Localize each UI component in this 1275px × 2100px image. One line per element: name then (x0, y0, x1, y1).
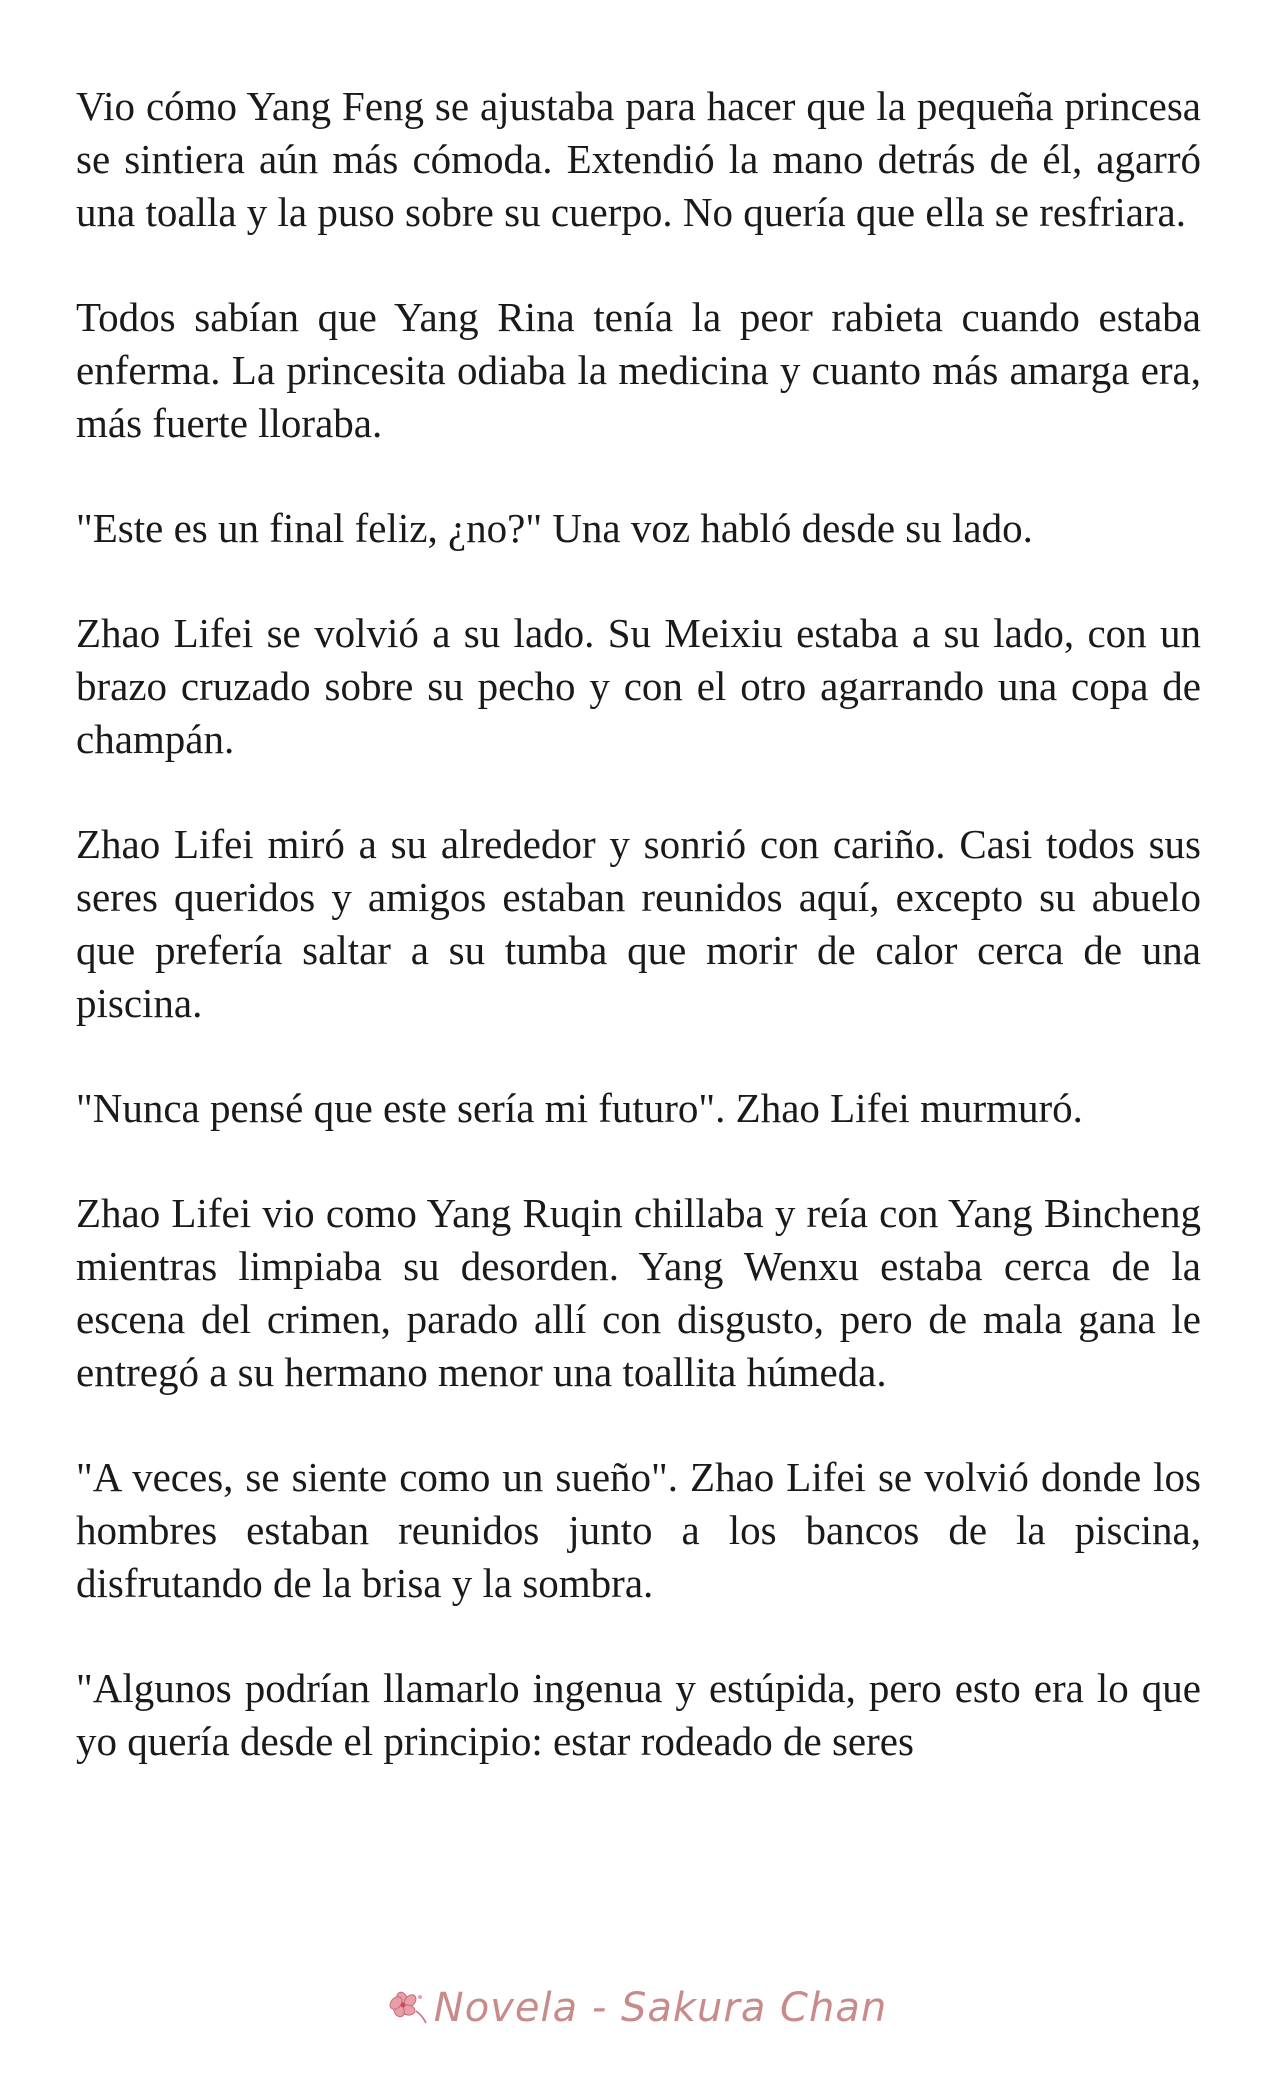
watermark-text: Novela - Sakura Chan (433, 1985, 888, 2031)
paragraph-4: Zhao Lifei se volvió a su lado. Su Meixiu estaba a su lado, con un brazo cruzado sobre su pecho y con el otro agarrando una copa de champán. (76, 610, 1201, 762)
paragraph-5: Zhao Lifei miró a su alrededor y sonrió con cariño. Casi todos sus seres queridos y amigos estaban reunidos aquí, excepto su abuelo que prefería saltar a su tumba que morir de calor cerca de una piscina. (76, 821, 1201, 1026)
paragraph-2: Todos sabían que Yang Rina tenía la peor rabieta cuando estaba enferma. La princesita odiaba la medicina y cuanto más amarga era, más fuerte lloraba. (76, 294, 1201, 446)
paragraph-1: Vio cómo Yang Feng se ajustaba para hacer que la pequeña princesa se sintiera aún más cómoda. Extendió la mano detrás de él, agarró una toalla y la puso sobre su cuerpo. No quería que ella se resfriara. (76, 83, 1201, 235)
paragraph-6: "Nunca pensé que este sería mi futuro". Zhao Lifei murmuró. (76, 1085, 1083, 1131)
sakura-flower-icon (388, 1989, 428, 2025)
document-page (76, 80, 1201, 1768)
paragraph-9: "Algunos podrían llamarlo ingenua y estúpida, pero esto era lo que yo quería desde el principio: estar rodeado de seres (76, 1665, 1201, 1764)
paragraph-3: "Este es un final feliz, ¿no?" Una voz habló desde su lado. (76, 505, 1033, 551)
paragraph-7: Zhao Lifei vio como Yang Ruqin chillaba y reía con Yang Bincheng mientras limpiaba su desorden. Yang Wenxu estaba cerca de la escena del crimen, parado allí con disgusto, pero de mala gana le entregó a su hermano menor una toallita húmeda. (76, 1190, 1201, 1395)
watermark-footer (0, 1985, 1275, 2031)
paragraph-8: "A veces, se siente como un sueño". Zhao Lifei se volvió donde los hombres estaban reunidos junto a los bancos de la piscina, disfrutando de la brisa y la sombra. (76, 1454, 1201, 1606)
